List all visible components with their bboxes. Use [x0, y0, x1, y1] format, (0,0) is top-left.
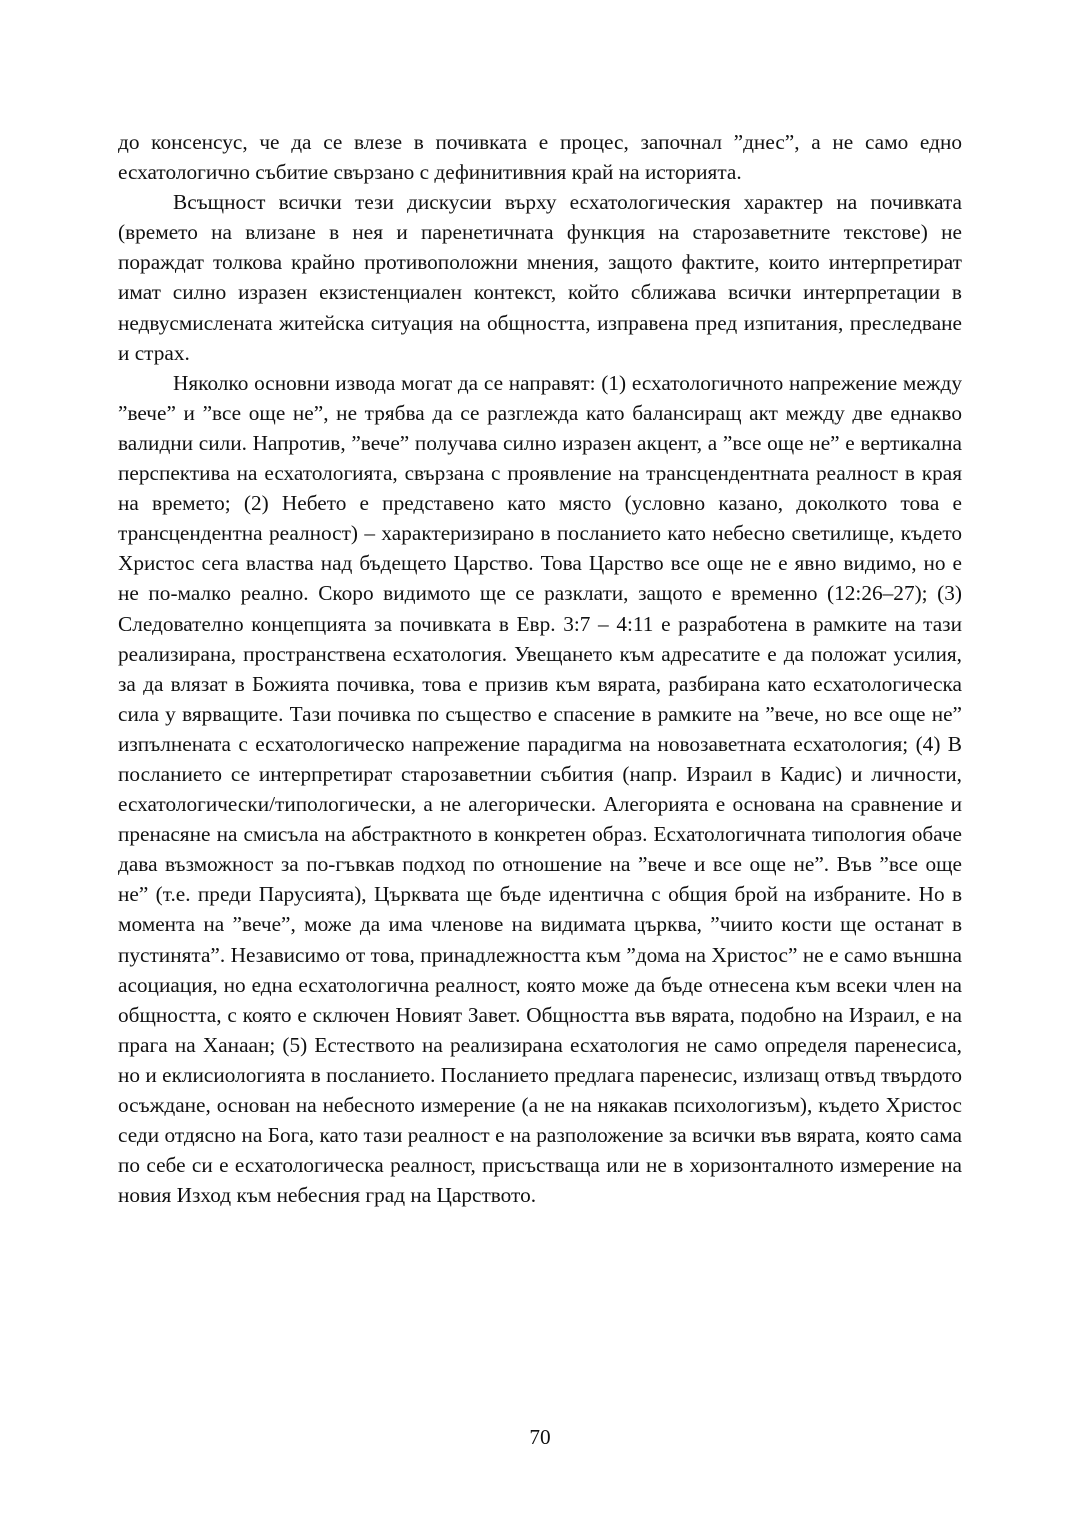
paragraph-conclusions: Няколко основни извода могат да се направят: (1) есхатологичното напрежение между ”вече” и ”все още не”, не трябва да се разглежда като балансиращ акт между две еднакво валидни сили. Напротив, ”вече” получава силно изразен акцент, а ”все още не” е вертикална перспектива на есхатологията, свързана с проявление на трансцендентната реалност в края на времето; (2) Небето е представено като място (условно казано, доколкото това е трансцендентна реалност) – характеризирано в посланието като небесно светилище, където Христос сега властва над бъдещето Царство. Това Царство все още не е явно видимо, но е не по-малко реално. Скоро видимото ще се разклати, защото е временно (12:26–27); (3) Следователно концепцията за почивката в Евр. 3:7 – 4:11 е разработена в рамките на тази реализирана, пространствена есхатология. Увещането към адресатите е да положат усилия, за да влязат в Божията почивка, това е призив към вярата, разбирана като есхатологическа сила у вярващите. Тази почивка по същество е спасение в рамките на ”вече, но все още не” изпълнената с есхатологическо напрежение парадигма на новозаветната есхатология; (4) В посланието се интерпретират старозаветнии събития (напр. Израил в Кадис) и личности, есхатологически/типологически, а не алегорически. Алегорията е основана на сравнение и пренасяне на смисъла на абстрактното в конкретен образ. Есхатологичната типология обаче дава възможност за по-гъвкав подход по отношение на ”вече и все още не”. Във ”все още не” (т.е. преди Парусията), Църквата ще бъде идентична с общия брой на избраните. Но в момента на ”вече”, може да има членове на видимата църква, ”чиито кости ще останат в пустинята”. Независимо от това, принадлежността към ”дома на Христос” не е само външна асоциация, но една есхатологична реалност, която може да бъде отнесена към всеки член на общността, с която е сключен Новият Завет. Общността във вярата, подобно на Израил, е на прага на Ханаан; (5) Естеството на реализирана есхатология не само определя паренесиса, но и еклисиологията в посланието. Посланието предлага паренесис, излизащ отвъд твърдото осъждане, основан на небесното измерение (а не на някакав психологизъм), където Христос седи отдясно на Бога, като тази реалност е на разположение за всички във вярата, която сама по себе си е есхатологическа реалност, присъстваща или не в хоризонталното измерение на новия Изход към небесния град на Царството.: [118, 370, 962, 1208]
paragraph-continuation: до консенсус, че да се влезе в почивката е процес, започнал ”днес”, а не само едно есхатологично събитие свързано с дефинитивния край на историята.: [118, 130, 962, 185]
paragraph-discussion: Всъщност всички тези дискусии върху есхатологическия характер на почивката (времето на влизане в нея и паренетичната функция на старозаветните текстове) не пораждат толкова крайно противоположни мнения, защото фактите, които интерпретират имат силно изразен екзистенциален контекст, който сближава всички интерпретации в недвусмислената житейска ситуация на общността, изправена пред изпитания, преследване и страх.: [118, 190, 962, 365]
body-text: [118, 127, 962, 1210]
page-number: 70: [529, 1425, 551, 1449]
